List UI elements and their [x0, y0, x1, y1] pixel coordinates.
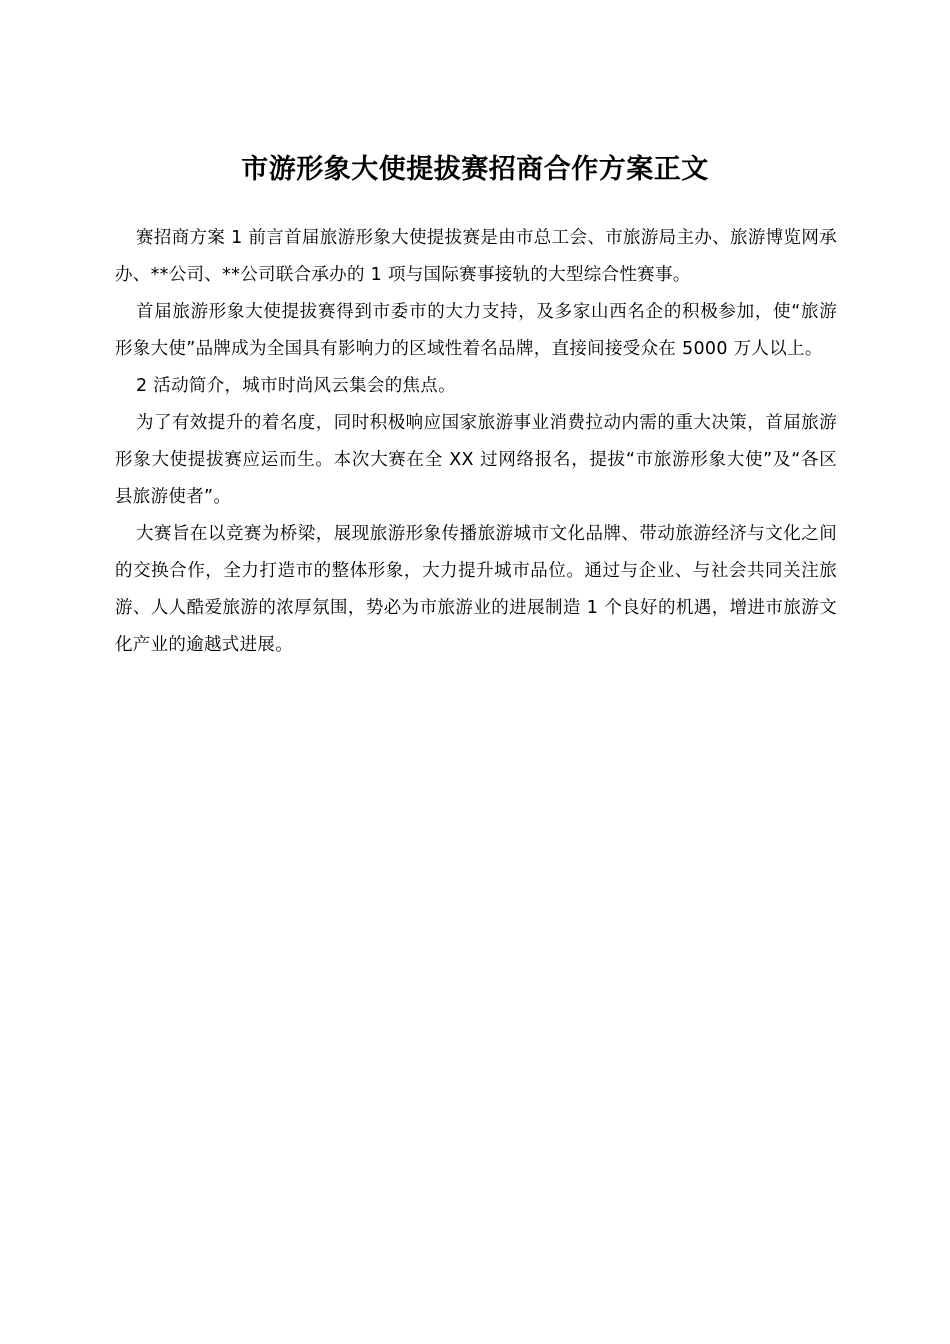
paragraph-support: 首届旅游形象大使提拔赛得到市委市的大力支持，及多家山西名企的积极参加，使“旅游形象大使”品牌成为全国具有影响力的区域性着名品牌，直接间接受众在 5000 万人以上。	[115, 302, 837, 359]
paragraph-purpose: 大赛旨在以竞赛为桥梁，展现旅游形象传播旅游城市文化品牌、带动旅游经济与文化之间的交换合作，全力打造市的整体形象，大力提升城市品位。通过与企业、与社会共同关注旅游、人人酷爱旅游的浓厚氛围，势必为市旅游业的进展制造 1 个良好的机遇，增进市旅游文化产业的逾越式进展。	[115, 524, 837, 655]
document-title: 市游形象大使提拔赛招商合作方案正文	[241, 154, 709, 186]
paragraph-preface: 赛招商方案 1 前言首届旅游形象大使提拔赛是由市总工会、市旅游局主办、旅游博览网承办、**公司、**公司联合承办的 1 项与国际赛事接轨的大型综合性赛事。	[115, 228, 837, 285]
paragraph-activity-intro: 2 活动简介，城市时尚风云集会的焦点。	[136, 376, 456, 396]
paragraph-background: 为了有效提升的着名度，同时积极响应国家旅游事业消费拉动内需的重大决策，首届旅游形象大使提拔赛应运而生。本次大赛在全 XX 过网络报名，提拔“市旅游形象大使”及“各区县旅游使者”。	[115, 413, 837, 507]
document-body	[115, 220, 837, 664]
